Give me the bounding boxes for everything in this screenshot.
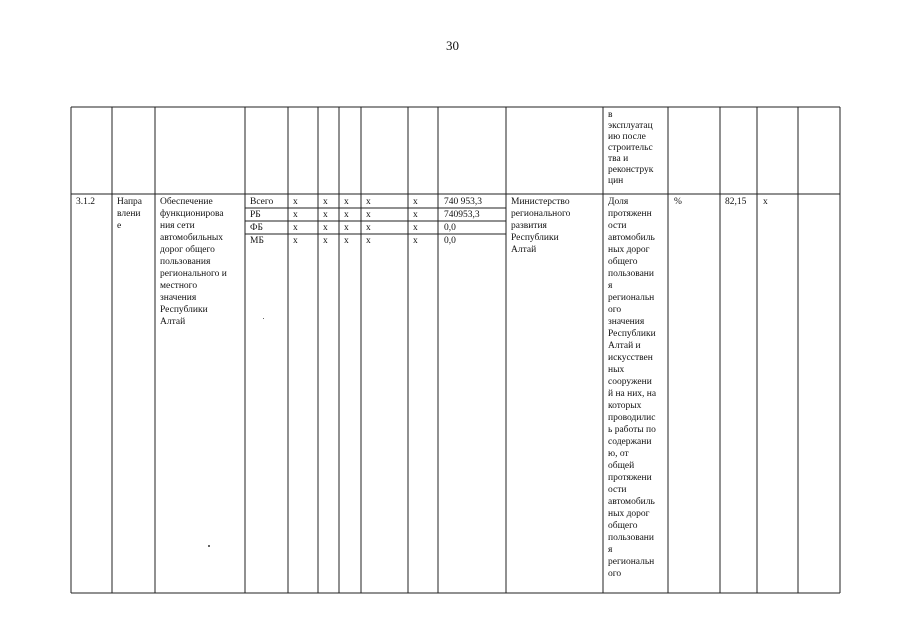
indicator-line: я: [608, 281, 613, 291]
indicator-line: ого: [608, 569, 622, 579]
executor-line: Республики: [511, 233, 559, 243]
last-cell: х: [763, 197, 768, 207]
indicator-line: ости: [608, 221, 627, 231]
indicator-line: автомобиль: [608, 233, 655, 243]
indicator-line: пользовани: [608, 533, 654, 543]
funding-c5: х: [413, 210, 418, 220]
row-name-line: Республики: [160, 305, 208, 315]
top-indicator-line: ию после: [608, 132, 646, 142]
row-type-line: е: [117, 221, 122, 231]
indicator-line: общего: [608, 257, 638, 267]
funding-c4: х: [366, 210, 371, 220]
indicator-line: значения: [608, 317, 645, 327]
funding-c4: х: [366, 236, 371, 246]
funding-amount: 0,0: [444, 236, 456, 246]
indicator-line: ных: [608, 365, 625, 375]
indicator-line: ого: [608, 305, 622, 315]
indicator-line: искусствен: [608, 353, 653, 363]
unit-cell: %: [674, 197, 682, 207]
row-type-line: Напра: [117, 197, 143, 207]
top-indicator-line: реконструк: [608, 165, 654, 175]
indicator-line: сооружени: [608, 377, 652, 387]
funding-c4: х: [366, 197, 371, 207]
indicator-line: Республики: [608, 329, 656, 339]
row-name-line: ния сети: [160, 221, 195, 231]
funding-c2: х: [323, 210, 328, 220]
funding-source: МБ: [250, 236, 264, 246]
row-name-line: дорог общего: [160, 245, 215, 255]
funding-c5: х: [413, 197, 418, 207]
top-indicator-line: строительс: [608, 143, 653, 153]
funding-c3: х: [344, 236, 349, 246]
row-name-line: пользования: [160, 257, 211, 267]
indicator-line: региональн: [608, 557, 655, 567]
executor-line: регионального: [511, 209, 571, 219]
executor-line: Алтай: [511, 245, 537, 255]
indicator-line: ных дорог: [608, 245, 650, 255]
funding-c3: х: [344, 210, 349, 220]
funding-source: ФБ: [250, 223, 263, 233]
row-name-line: регионального и: [160, 269, 227, 279]
funding-c2: х: [323, 223, 328, 233]
indicator-line: ных дорог: [608, 509, 650, 519]
row-type-line: влени: [117, 209, 141, 219]
row-name-line: местного: [160, 281, 198, 291]
funding-c2: х: [323, 197, 328, 207]
funding-c5: х: [413, 236, 418, 246]
funding-c3: х: [344, 197, 349, 207]
indicator-line: общей: [608, 461, 635, 471]
row-number: 3.1.2: [76, 197, 95, 207]
indicator-line: региональн: [608, 293, 655, 303]
row-name-line: функционирова: [160, 209, 224, 219]
funding-c1: х: [293, 210, 298, 220]
funding-amount: 0,0: [444, 223, 456, 233]
funding-amount: 740 953,3: [444, 197, 482, 207]
indicator-line: автомобиль: [608, 497, 655, 507]
indicator-line: содержани: [608, 437, 652, 447]
value-cell: 82,15: [725, 197, 747, 207]
indicator-line: ю, от: [608, 449, 629, 459]
indicator-line: Доля: [608, 197, 629, 207]
indicator-line: й на них, на: [608, 389, 657, 399]
indicator-line: ости: [608, 485, 627, 495]
top-indicator-line: в: [608, 110, 613, 120]
indicator-line: проводилис: [608, 413, 656, 423]
funding-amount: 740953,3: [444, 210, 480, 220]
funding-c4: х: [366, 223, 371, 233]
page-number: 30: [446, 38, 459, 53]
row-name-line: Обеспечение: [160, 197, 213, 207]
funding-source: Всего: [250, 197, 274, 207]
indicator-line: ь работы по: [608, 425, 656, 435]
row-name-line: значения: [160, 293, 197, 303]
indicator-line: пользовани: [608, 269, 654, 279]
top-indicator-line: эксплуатац: [608, 121, 653, 131]
indicator-line: Алтай и: [608, 341, 641, 351]
indicator-line: протяжени: [608, 473, 652, 483]
indicator-line: протяженн: [608, 209, 652, 219]
row-name-line: автомобильных: [160, 233, 224, 243]
executor-line: Министерство: [511, 197, 570, 207]
funding-c1: х: [293, 197, 298, 207]
scan-speck: [263, 318, 264, 319]
top-indicator-line: тва и: [608, 154, 629, 164]
indicator-line: общего: [608, 521, 638, 531]
funding-source: РБ: [250, 210, 261, 220]
indicator-line: которых: [608, 401, 642, 411]
executor-line: развития: [511, 221, 547, 231]
indicator-line: я: [608, 545, 613, 555]
top-indicator-line: цин: [608, 176, 624, 186]
row-name-line: Алтай: [160, 317, 186, 327]
funding-c1: х: [293, 236, 298, 246]
scan-speck: [208, 545, 210, 547]
funding-c3: х: [344, 223, 349, 233]
funding-c1: х: [293, 223, 298, 233]
funding-c5: х: [413, 223, 418, 233]
funding-c2: х: [323, 236, 328, 246]
